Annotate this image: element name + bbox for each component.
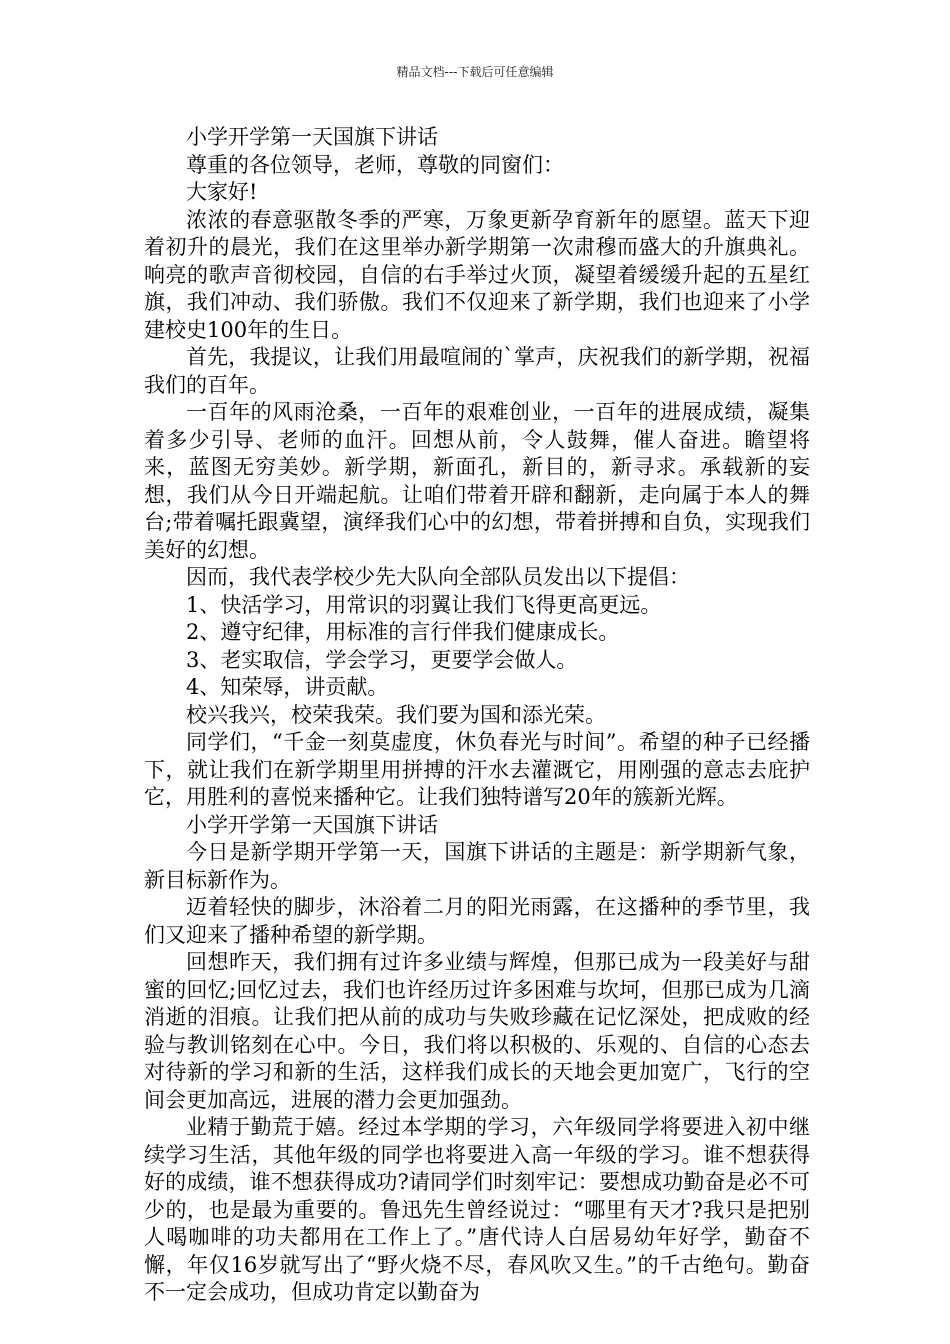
paragraph: 因而，我代表学校少先大队向全部队员发出以下提倡： (186, 565, 690, 589)
document-body (144, 124, 810, 1307)
paragraph: 小学开学第一天国旗下讲话 (186, 812, 438, 837)
paragraph: 浓浓的春意驱散冬季的严寒，万象更新孕育新年的愿望。蓝天下迎着初升的晨光，我们在这里举办新学期第一次肃穆而盛大的升旗典礼。响亮的歌声音彻校园，自信的右手举过火顶，凝望着缓缓升起的五星红旗，我们冲动、我们骄傲。我们不仅迎来了新学期，我们也迎来了小学建校史100年的生日。 (144, 207, 810, 342)
paragraph: 校兴我兴，校荣我荣。我们要为国和添光荣。 (186, 702, 606, 727)
paragraph: 同学们，“千金一刻莫虚度，休负春光与时间”。希望的种子已经播下，就让我们在新学期里用拼搏的汗水去灌溉它，用刚强的意志去庇护它，用胜利的喜悦来播种它。让我们独特谱写20年的簇新光辉。 (144, 730, 810, 809)
paragraph: 4、知荣辱，讲贡献。 (186, 675, 389, 699)
paragraph: 2、遵守纪律，用标准的言行伴我们健康成长。 (186, 620, 620, 644)
paragraph: 1、快活学习，用常识的羽翼让我们飞得更高更远。 (186, 592, 662, 617)
paragraph: 3、老实取信，学会学习，更要学会做人。 (186, 647, 578, 672)
paragraph: 一百年的风雨沧桑，一百年的艰难创业，一百年的进展成绩，凝集着多少引导、老师的血汗。回想从前，令人鼓舞，催人奋进。瞻望将来，蓝图无穷美妙。新学期，新面孔，新目的，新寻求。承载新的妄想，我们从今日开端起航。让咱们带着开辟和翻新，走向属于本人的舞台;带着嘱托跟冀望，演绎我们心中的幻想，带着拼搏和自负，实现我们美好的幻想。 (144, 400, 810, 562)
paragraph: 迈着轻快的脚步，沐浴着二月的阳光雨露，在这播种的季节里，我们又迎来了播种希望的新学期。 (144, 895, 810, 947)
paragraph: 尊重的各位领导，老师，尊敬的同窗们： (186, 152, 564, 177)
paragraph: 大家好! (186, 180, 258, 204)
page-header: 精品文档---下载后可任意编辑 (396, 65, 554, 79)
paragraph: 回想昨天，我们拥有过许多业绩与辉煌，但那已成为一段美好与甜蜜的回忆;回忆过去，我们也许经历过许多困难与坎坷，但那已成为几滴消逝的泪痕。让我们把从前的成功与失败珍藏在记忆深处，把成败的经验与教训铭刻在心中。今日，我们将以积极的、乐观的、自信的心态去对待新的学习和新的生活，这样我们成长的天地会更加宽广，飞行的空间会更加高远，进展的潜力会更加强劲。 (144, 950, 810, 1112)
paragraph: 首先，我提议，让我们用最喧闹的`掌声，庆祝我们的新学期，祝福我们的百年。 (144, 345, 810, 397)
paragraph: 业精于勤荒于嬉。经过本学期的学习，六年级同学将要进入初中继续学习生活，其他年级的同学也将要进入高一年级的学习。谁不想获得好的成绩，谁不想获得成功?请同学们时刻牢记：要想成功勤奋是必不可少的，也是最为重要的。鲁迅先生曾经说过：“哪里有天才?我只是把别人喝咖啡的功夫都用在工作上了。”唐代诗人白居易幼年好学，勤奋不懈，年仅16岁就写出了“野火烧不尽，春风吹又生。”的千古绝句。勤奋不一定会成功，但成功肯定以勤奋为 (144, 1115, 810, 1304)
paragraph: 今日是新学期开学第一天，国旗下讲话的主题是：新学期新气象，新目标新作为。 (144, 840, 810, 892)
paragraph: 小学开学第一天国旗下讲话 (186, 125, 438, 149)
